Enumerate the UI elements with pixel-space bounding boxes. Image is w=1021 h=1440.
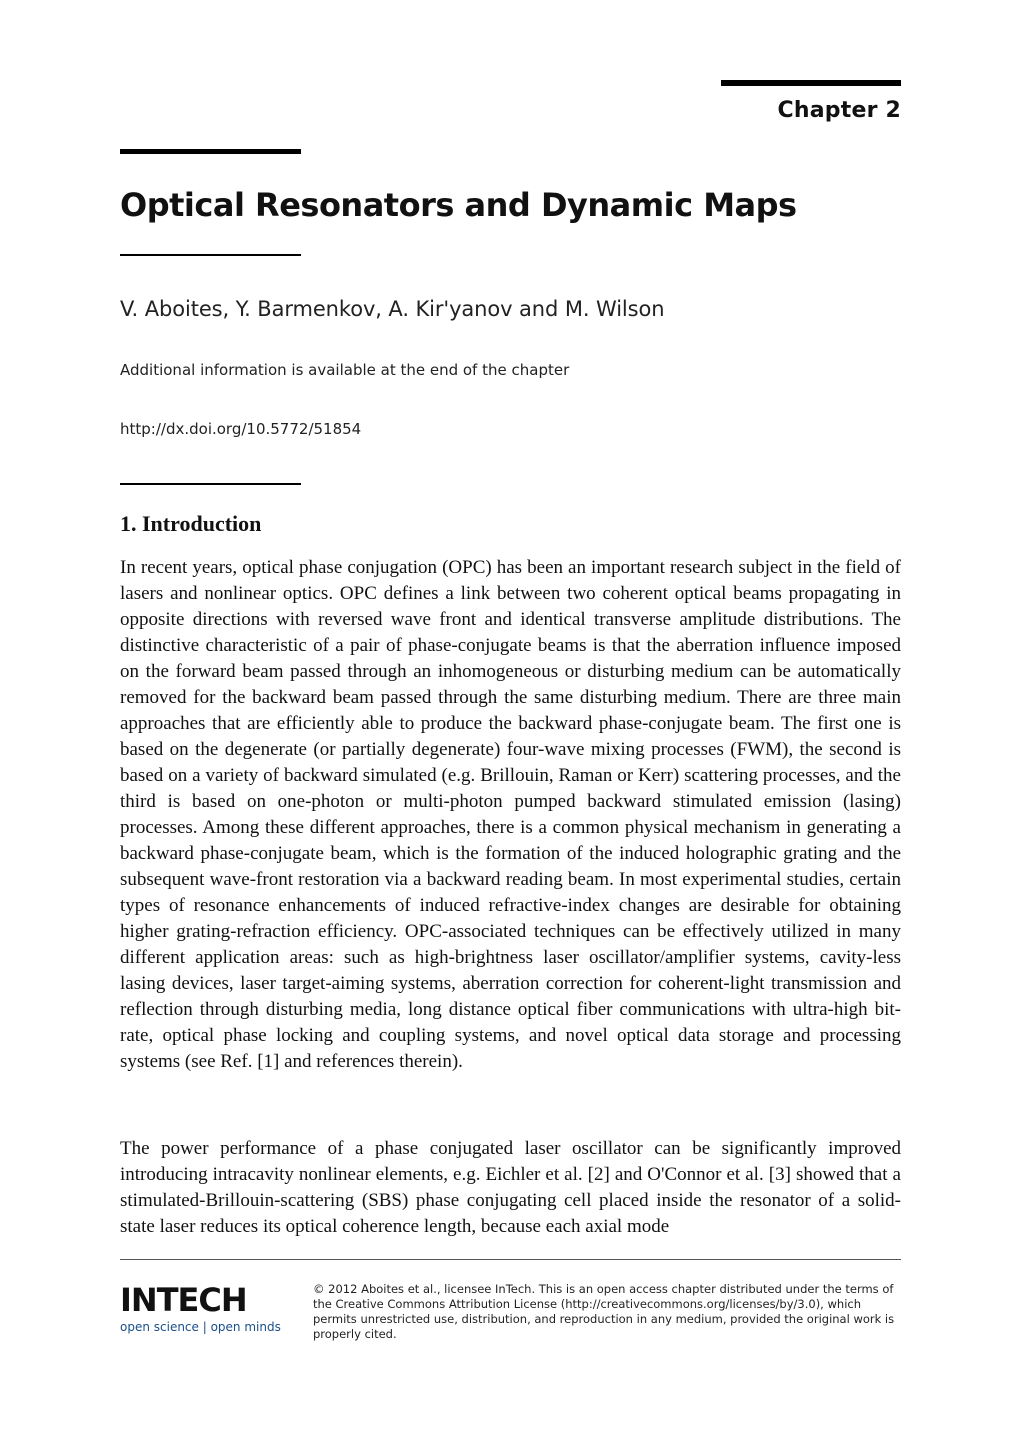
footer-rule — [120, 1259, 901, 1260]
authors: V. Aboites, Y. Barmenkov, A. Kir'yanov and M. Wilson — [120, 297, 665, 321]
logo-tagline: open science | open minds — [120, 1320, 281, 1334]
chapter-label: Chapter 2 — [777, 98, 901, 123]
paragraph: In recent years, optical phase conjugation (OPC) has been an important research subject in the field of lasers and nonlinear optics. OPC defines a link between two coherent optical beams propagating in opposite directions with reversed wave front and identical transverse amplitude distributions. The distinctive characteristic of a pair of phase-conjugate beams is that the aberration influence imposed on the forward beam passed through an inhomogeneous or disturbing medium can be automatically removed for the backward beam passed through the same disturbing medium. There are three main approaches that are efficiently able to produce the backward phase-conjugate beam. The first one is based on the degenerate (or partially degenerate) four-wave mixing processes (FWM), the second is based on a variety of backward simulated (e.g. Brillouin, Raman or Kerr) scattering processes, and the third is based on one-photon or multi-photon pumped backward stimulated emission (lasing) processes. Among these different approaches, there is a common physical mechanism in generating a backward phase-conjugate beam, which is the formation of the induced holographic grating and the subsequent wave-front restoration via a backward reading beam. In most experimental studies, certain types of resonance enhancements of induced refractive-index changes are desirable for obtaining higher grating-refraction efficiency. OPC-associated techniques can be effectively utilized in many different application areas: such as high-brightness laser oscillator/amplifier systems, cavity-less lasing devices, laser target-aiming systems, aberration correction for coherent-light transmission and reflection through disturbing media, long distance optical fiber communications with ultra-high bit-rate, optical phase locking and coupling systems, and novel optical data storage and processing systems (see Ref. [1] and references therein). — [120, 557, 901, 1072]
chapter-top-rule — [721, 80, 901, 86]
title-top-rule — [120, 149, 301, 154]
chapter-title: Optical Resonators and Dynamic Maps — [120, 186, 797, 224]
intech-logo — [120, 1283, 281, 1334]
title-bottom-rule — [120, 254, 301, 256]
section-heading: 1. Introduction — [120, 511, 262, 536]
paragraph: The power performance of a phase conjugated laser oscillator can be significantly improved introducing intracavity nonlinear elements, e.g. Eichler et al. [2] and O'Connor et al. [3] showed that a stimulated-Brillouin-scattering (SBS) phase conjugating cell placed inside the resonator of a solid-state laser reduces its optical coherence length, because each axial mode — [120, 1138, 901, 1237]
additional-info: Additional information is available at the end of the chapter — [120, 361, 570, 379]
section-top-rule — [120, 483, 301, 485]
doi-link[interactable]: http://dx.doi.org/10.5772/51854 — [120, 420, 362, 438]
logo-wordmark: INTECH — [120, 1281, 247, 1319]
license-notice: © 2012 Aboites et al., licensee InTech. This is an open access chapter distributed under the terms of the Creative Commons Attribution License (http://creativecommons.org/licenses/by/3.0), which permits unrestricted use, distribution, and reproduction in any medium, provided the original work is properly cited. — [313, 1282, 895, 1341]
